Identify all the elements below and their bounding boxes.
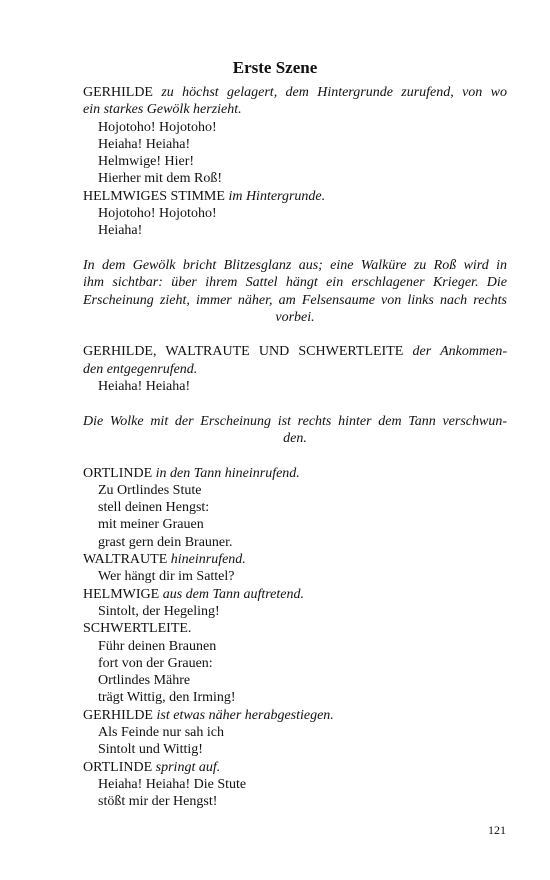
speaker-line: [83, 84, 507, 101]
verse-line: stößt mir der Hengst!: [98, 794, 218, 810]
verse-line: Helmwige! Hier!: [98, 154, 195, 170]
verse-line: Führ deinen Braunen: [98, 638, 217, 654]
verse-line: Hierher mit dem Roß!: [98, 171, 223, 187]
verse-line: Heiaha! Heiaha! Die Stute: [98, 776, 247, 792]
speaker-line: [83, 620, 507, 637]
speaker-line: [83, 465, 507, 482]
blank-line: [83, 447, 507, 464]
blank-line: [83, 326, 507, 343]
speaker-direction: zu höchst gelagert, dem Hintergrunde zurufend, von wo: [153, 85, 507, 100]
page-number: 121: [488, 823, 506, 837]
blank-line: [83, 395, 507, 412]
speaker-name: SCHWERTLEITE.: [83, 621, 192, 637]
verse-line: Heiaha! Heiaha!: [98, 379, 191, 395]
stage-direction-line: In dem Gewölk bricht Blitzesglanz aus; eine Walküre zu Roß wird in: [83, 257, 507, 273]
verse-line: Hojotoho! Hojotoho!: [98, 119, 217, 135]
verse-line: trägt Wittig, den Irming!: [98, 690, 236, 706]
libretto-text: [83, 84, 507, 810]
stage-direction-line: Die Wolke mit der Erscheinung ist rechts hinter dem Tann verschwun-: [83, 413, 507, 429]
speaker-line: [83, 343, 507, 360]
stage-direction-line: vorbei.: [275, 309, 315, 325]
scene-title: Erste Szene: [232, 58, 318, 77]
stage-direction-line: ihm sichtbar: über ihrem Sattel hängt ein erschlagener Krieger. Die: [83, 275, 507, 291]
speaker-line: [83, 551, 507, 568]
speaker-line: [83, 101, 507, 118]
speaker-name: ORTLINDE: [83, 465, 153, 481]
verse-line: Als Feinde nur sah ich: [98, 724, 224, 740]
speaker-name: GERHILDE, WALTRAUTE UND SCHWERTLEITE: [83, 344, 404, 360]
speaker-name: GERHILDE: [83, 85, 153, 100]
speaker-direction: aus dem Tann auftretend.: [159, 586, 305, 602]
speaker-name: HELMWIGES STIMME: [83, 188, 225, 204]
speaker-direction: der Ankommen-: [403, 344, 507, 360]
speaker-name: GERHILDE: [83, 707, 153, 723]
blank-line: [83, 240, 507, 257]
verse-line: Zu Ortlindes Stute: [98, 482, 202, 498]
speaker-name: HELMWIGE: [83, 586, 160, 602]
speaker-direction: im Hintergrunde.: [224, 188, 326, 204]
speaker-direction: hineinrufend.: [167, 552, 246, 568]
verse-line: Sintolt und Wittig!: [98, 742, 203, 758]
speaker-line: [83, 361, 507, 378]
speaker-direction: ein starkes Gewölk herzieht.: [83, 102, 242, 118]
verse-line: mit meiner Grauen: [98, 517, 204, 533]
verse-line: Wer hängt dir im Sattel?: [98, 569, 235, 585]
speaker-line: [83, 586, 507, 603]
speaker-line: [83, 707, 507, 724]
stage-direction-line: Erscheinung zieht, immer näher, am Felsensaume von links nach rechts: [83, 292, 507, 308]
speaker-direction: springt auf.: [152, 759, 221, 775]
verse-line: fort von der Grauen:: [98, 655, 213, 671]
speaker-name: WALTRAUTE: [83, 552, 168, 568]
verse-line: Heiaha! Heiaha!: [98, 136, 191, 152]
verse-line: Heiaha!: [98, 223, 143, 239]
speaker-direction: in den Tann hineinrufend.: [152, 465, 300, 481]
speaker-name: ORTLINDE: [83, 759, 153, 775]
speaker-direction: ist etwas näher herabgestiegen.: [153, 707, 334, 723]
verse-line: stell deinen Hengst:: [98, 500, 210, 516]
verse-line: grast gern dein Brauner.: [98, 534, 233, 550]
verse-line: Ortlindes Mähre: [98, 673, 191, 689]
speaker-line: [83, 188, 507, 205]
stage-direction-line: den.: [283, 430, 307, 446]
verse-line: Hojotoho! Hojotoho!: [98, 206, 217, 222]
verse-line: Sintolt, der Hegeling!: [98, 603, 220, 619]
speaker-line: [83, 759, 507, 776]
speaker-direction: den entgegenrufend.: [83, 361, 198, 377]
